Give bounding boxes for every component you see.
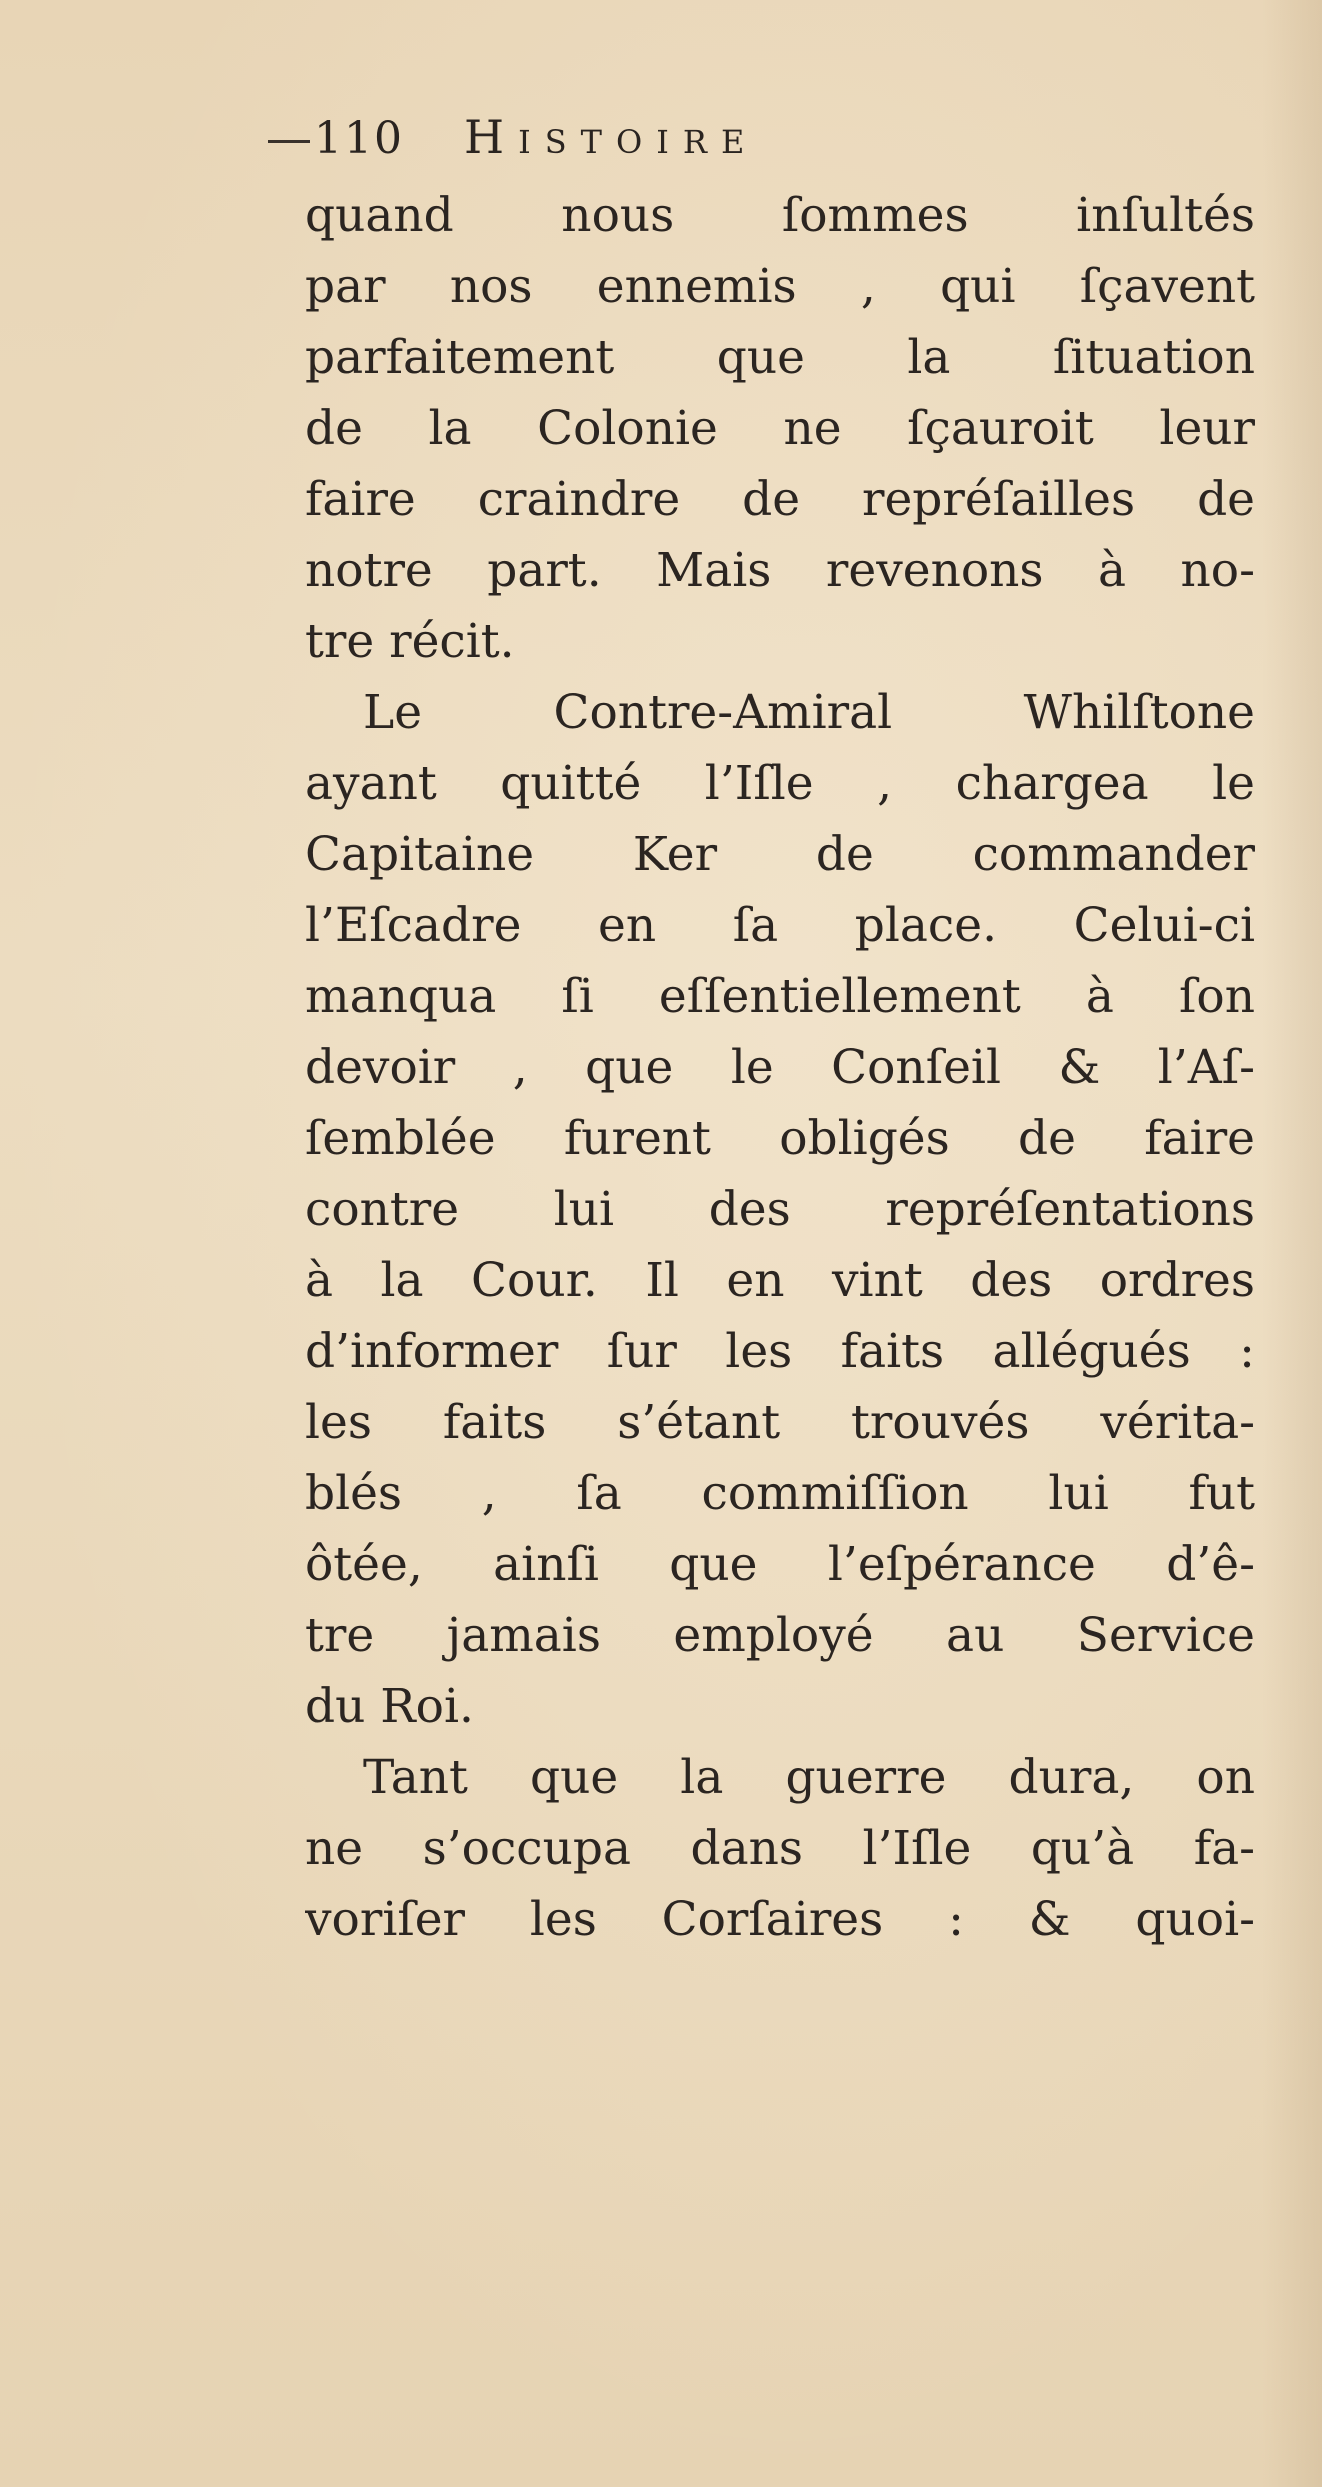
text-line: de la Colonie ne ſçauroit leur xyxy=(305,401,1255,456)
text-line: quand nous ſommes inſultés xyxy=(305,188,1255,243)
text-line: tre récit. xyxy=(305,614,515,669)
running-title: Histoire xyxy=(463,110,759,164)
text-line: par nos ennemis , qui ſçavent xyxy=(305,259,1255,314)
text-line: parfaitement que la ſituation xyxy=(305,330,1255,385)
text-line: les faits s’étant trouvés vérita- xyxy=(305,1395,1255,1450)
text-line: l’Eſcadre en ſa place. Celui-ci xyxy=(305,898,1255,953)
text-line: manqua ſi eſſentiellement à ſon xyxy=(305,969,1255,1024)
text-line: à la Cour. Il en vint des ordres xyxy=(305,1253,1255,1308)
text-line: du Roi. xyxy=(305,1679,474,1734)
page-number-dash xyxy=(268,140,310,143)
text-line: notre part. Mais revenons à no- xyxy=(305,543,1255,598)
text-line: ſemblée furent obligés de faire xyxy=(305,1111,1255,1166)
text-line: voriſer les Corſaires : & quoi- xyxy=(305,1892,1255,1947)
text-line: ôtée, ainſi que l’eſpérance d’ê- xyxy=(305,1537,1255,1592)
text-line: blés , ſa commiſſion lui fut xyxy=(305,1466,1255,1521)
text-line: devoir , que le Conſeil & l’Aſ- xyxy=(305,1040,1255,1095)
running-head xyxy=(268,110,758,180)
page-edge-shadow xyxy=(1262,0,1322,2487)
text-line: contre lui des repréſentations xyxy=(305,1182,1255,1237)
body-text xyxy=(305,180,1255,1955)
paragraph-first-line: Le Contre-Amiral Whilſtone xyxy=(363,685,1255,740)
text-line: ayant quitté l’Iſle , chargea le xyxy=(305,756,1255,811)
page-number: 110 xyxy=(314,113,404,164)
paragraph-first-line: Tant que la guerre dura, on xyxy=(363,1750,1255,1805)
text-line: tre jamais employé au Service xyxy=(305,1608,1255,1663)
text-line: d’informer ſur les faits allégués : xyxy=(305,1324,1255,1379)
text-line: Capitaine Ker de commander xyxy=(305,827,1255,882)
text-line: ne s’occupa dans l’Iſle qu’à fa- xyxy=(305,1821,1255,1876)
text-line: faire craindre de repréſailles de xyxy=(305,472,1255,527)
